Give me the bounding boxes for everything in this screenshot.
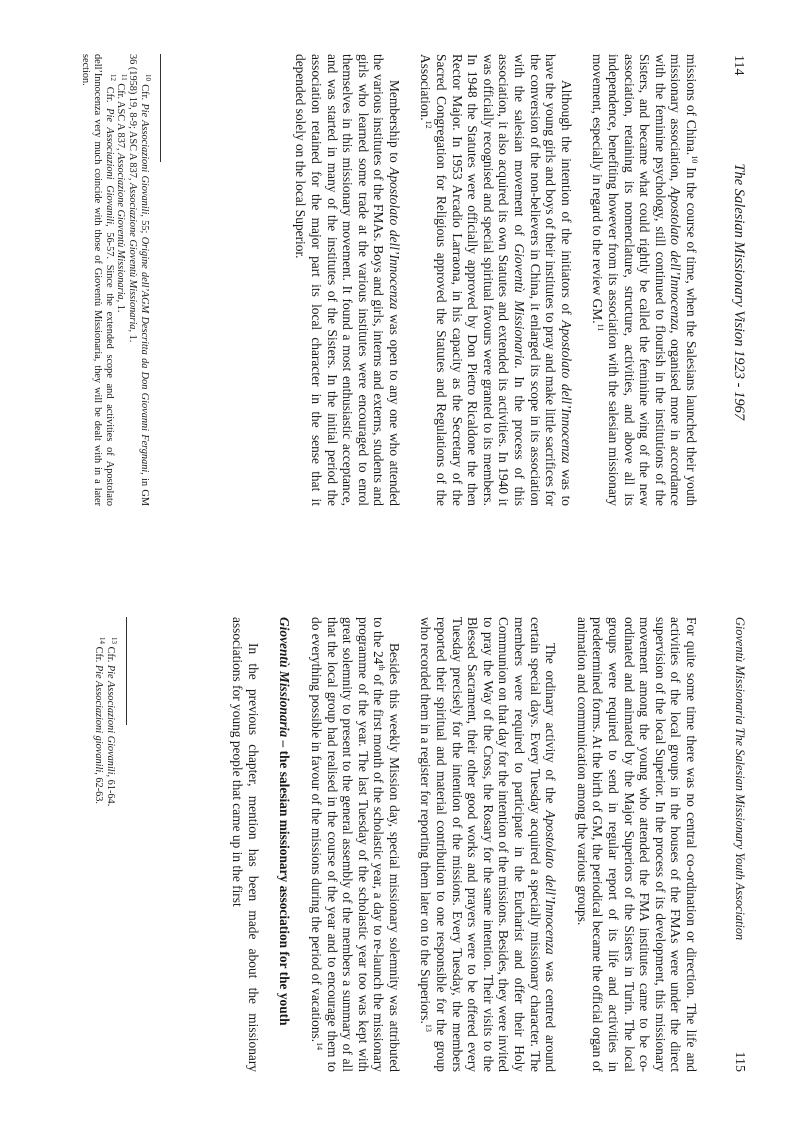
note-reference: 10	[144, 74, 152, 81]
italic-text: Gioventù Missionaria	[512, 243, 528, 366]
right-page	[0, 562, 793, 1123]
italic-text: Apostolato dell’Innocenza	[558, 320, 574, 464]
text-run: In the course of time, when the Salesians launched their youth missionary association,	[668, 54, 699, 506]
body-paragraph	[574, 617, 699, 1072]
footnote-separator	[160, 54, 161, 162]
text-run: of the first month of the scholastic year, a day to re-launch the missionary programme of the year. The last Tuesday of the scholastic year too was kept with great solemnity to present to the general assembly of the members a summary of all that the local group had realised in the course of the year and to encourage them to do everything possible in favour of the missions during the period of vacations.	[308, 617, 387, 1072]
text-run: In the previous chapter, mention has been made about the missionary associations for young people that came up in the first	[230, 617, 261, 1072]
right-page-body	[230, 617, 699, 1072]
italic-text: Apostolato dell’Innocenza	[386, 167, 402, 310]
left-page	[0, 0, 793, 561]
page-number: 114	[731, 55, 746, 76]
footnote	[92, 617, 107, 1072]
text-run: , in GM 36 (1958) 19, 8-9; ASC A 837,	[127, 54, 150, 506]
text-run: Besides this weekly Mission day, special missionary solemnity was attributed to the 24	[371, 617, 402, 1072]
italic-text: Pie Associazioni Giovanili	[105, 664, 116, 775]
text-run: , 62-63.	[93, 772, 105, 804]
body-paragraph	[293, 54, 402, 506]
footnote	[104, 617, 116, 1072]
italic-text: Origine dell’AGM Descritta da Don Giovanni Fergnani	[139, 236, 150, 473]
text-run: Cfr. ASC A 837,	[115, 80, 127, 154]
text-run: , 61-64.	[105, 774, 116, 807]
italic-text: Pie Associazioni Giovanili	[103, 108, 115, 225]
note-reference: 14	[314, 1042, 324, 1051]
note-reference: 12	[108, 74, 117, 81]
body-paragraph	[308, 617, 402, 1072]
text-run: missions of China.	[684, 54, 699, 156]
note-reference: 14	[98, 637, 107, 644]
footnote	[115, 54, 127, 506]
left-page-header	[727, 55, 747, 508]
text-run: Cfr.	[103, 81, 115, 109]
text-run: , 1.	[115, 299, 127, 313]
left-page-body	[293, 54, 699, 506]
note-reference: 12	[424, 120, 434, 129]
note-reference: 13	[424, 1023, 434, 1032]
italic-text: Associazione Gioventù Missionaria	[127, 183, 139, 330]
text-run: was open to any one who attended the various institutes of the FMAs. Boys and girls, interns and externs, students and girls who learned some trade at the various institutes were encouraged to enrol themselves in this missionary movement. It found a most enthusiastic acceptance, and was started in many of the institutes of the Sisters. In the initial period the association retained for the major part its local character in the sense that it depended solely on the local Superior.	[293, 54, 402, 507]
page-number: 115	[732, 1051, 747, 1072]
text-run: Membership to	[386, 80, 402, 168]
body-paragraph	[418, 617, 558, 1072]
section-heading-rest: – the salesian missionary association for the youth	[277, 737, 293, 1026]
italic-text: Pie Associazioni Giovanili	[139, 103, 150, 215]
section-heading	[277, 617, 293, 1072]
text-run: Cfr.	[105, 644, 116, 665]
body-paragraph	[418, 54, 574, 506]
italic-text: Pie Associazioni giovanili	[93, 664, 105, 773]
note-reference: 13	[110, 637, 118, 644]
note-reference: 10	[690, 155, 699, 164]
italic-text: Apostolato dell’Innocenza	[668, 186, 684, 331]
note-reference: th	[377, 664, 387, 671]
note-reference: 11	[596, 323, 606, 332]
text-run: Cfr.	[93, 644, 105, 665]
footnote	[126, 54, 150, 506]
note-reference: 11	[120, 74, 129, 81]
body-paragraph	[230, 617, 261, 1072]
italic-text: Associazione Gioventù Missionaria	[115, 153, 127, 300]
right-page-footnotes	[92, 617, 116, 1072]
text-run: Cfr.	[139, 81, 150, 104]
right-page-header	[727, 617, 747, 1072]
footnote-separator	[126, 617, 127, 725]
section-heading-italic: Gioventù Missionaria	[277, 617, 293, 738]
text-run: , 56-57. Since the extended scope and activities of Apostolato dell’Innocenza very much coincide with those of Gioventù Missionaria, they will be dealt with in a later section.	[80, 54, 115, 506]
text-run: was centred around certain special days. Every Tuesday acquired a specially missionary character. The members were required to participate in the Eucharist and offer their Holy Communion on that day for the intention of the missions. Besides, they were invited to pray the Way of the Cross, the Rosary for the same intention. Their visits to the Blessed Sacrament, their other good works and prayers were to be offered every Tuesday precisely for the intention of the missions. Every Tuesday, the members reported their spiritual and material contribution to one responsible for the group who recorded them in a register for reporting them later on to the Superiors.	[418, 617, 559, 1073]
text-run: For quite some time there was no central co-ordination or direction. The life and activities of the local groups in the houses of the FMAs were under the direct supervision of the local Superior. In the process of its development, this missionary movement among the young who attended the FMA institutes came to be co-ordinated and animated by the Major Superiors of the Sisters in Turin. The local groups were required to send in regular report of its life and activities in predetermined forms. At the birth of GM, the periodical became the official organ of animation and communication among the various groups.	[574, 617, 699, 1072]
text-run: Although the intention of the initiators of	[558, 80, 574, 321]
running-title: Gioventù Missionaria The Salesian Missionary Youth Association	[733, 617, 747, 941]
footnote	[79, 54, 117, 506]
body-paragraph	[590, 54, 699, 506]
text-run: , 55;	[139, 214, 150, 237]
text-run: , 1.	[127, 329, 139, 343]
text-run: The ordinary activity of the	[543, 643, 559, 811]
italic-text: Apostolato dell’Innocenza	[543, 810, 559, 955]
left-page-footnotes	[79, 54, 150, 506]
running-title: The Salesian Missionary Vision 1923 - 1967	[731, 163, 747, 421]
text-run: . In the process of this association, it also acquired its own Statutes and extended its activities. In 1940 it was officially recognised and special spiritual favours were granted to its members. In 1948 the Statutes were officially approved by Don Pietro Ricaldone the then Rector Major. In 1953 Arcadio Larraona, in his capacity as the Secretary of the Sacred Congregation for Religious approved the Statutes and Regulations of the Association.	[418, 54, 528, 506]
text-run: , organised more in accordance with the feminine psychology, still continued to flourish in the institutions of the Sisters, and became what could rightly be called the feminine wing of the new association, retaining its nomenclature, structure, activities, and above all its independence, benefiting however from its association with the salesian missionary movement, especially in regard to the review GM.	[590, 54, 684, 506]
text-run: was to have the young girls and boys of their institutes to pray and make little sacrifices for the conversion of the non-believers in China, it enlarged its scope in its association with the salesian movement of	[512, 54, 574, 507]
